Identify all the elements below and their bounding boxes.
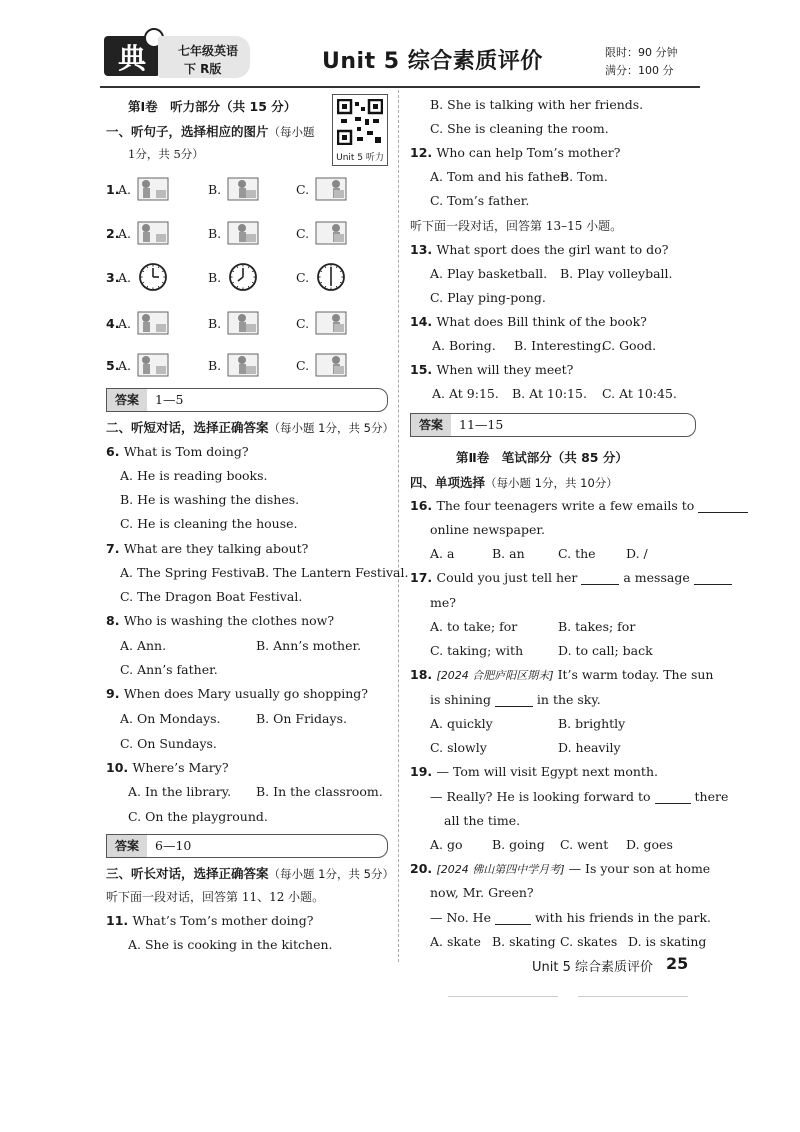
q7: 7. What are they talking about?: [106, 541, 309, 556]
q15-option-b[interactable]: B. At 10:15.: [512, 386, 587, 401]
picture-option-b[interactable]: B.: [208, 226, 222, 241]
q14-option-c[interactable]: C. Good.: [602, 338, 657, 353]
picture-question-4: 4.: [106, 316, 120, 331]
desk-computer-icon: [226, 174, 260, 204]
picture-option-c[interactable]: C.: [296, 270, 310, 285]
sec1-title: 一、听句子，选择相应的图片（每小题: [106, 124, 315, 139]
q17-cont: me?: [430, 595, 456, 610]
person-washing-icon: [314, 174, 348, 204]
q18-option-b[interactable]: B. brightly: [558, 716, 626, 731]
q19-cont: — Really? He is looking forward to there: [430, 789, 729, 804]
sec1-note: 1分，共 5分）: [128, 147, 204, 161]
q8-option-c[interactable]: C. Ann’s father.: [120, 662, 218, 677]
q13-option-b[interactable]: B. Play volleyball.: [560, 266, 673, 281]
q13-option-a[interactable]: A. Play basketball.: [430, 266, 548, 281]
q11: 11. What’s Tom’s mother doing?: [106, 913, 314, 928]
q10-option-a[interactable]: A. In the library.: [128, 784, 232, 799]
picture-option-b[interactable]: B.: [208, 182, 222, 197]
q9-option-b[interactable]: B. On Fridays.: [256, 711, 347, 726]
picture-option-a[interactable]: A.: [118, 182, 132, 197]
picture-option-b[interactable]: B.: [208, 358, 222, 373]
q18-option-c[interactable]: C. slowly: [430, 740, 487, 755]
q15-option-c[interactable]: C. At 10:45.: [602, 386, 677, 401]
header-rule: [100, 86, 700, 88]
q18: 18. [2024 合肥庐阳区期末] It’s warm today. The sun: [410, 667, 714, 682]
sec3-instruction: 听下面一段对话，回答第 11、12 小题。: [106, 890, 325, 904]
q20-option-c[interactable]: C. skates: [560, 934, 618, 949]
answer-range: 6—10: [155, 838, 192, 853]
q10-option-b[interactable]: B. In the classroom.: [256, 784, 383, 799]
q12-option-c[interactable]: C. Tom’s father.: [430, 193, 530, 208]
picture-option-c[interactable]: C.: [296, 316, 310, 331]
q19-option-d[interactable]: D. goes: [626, 837, 673, 852]
q10: 10. Where’s Mary?: [106, 760, 229, 775]
q9-option-c[interactable]: C. On Sundays.: [120, 736, 217, 751]
q6-option-b[interactable]: B. He is washing the dishes.: [120, 492, 300, 507]
page-title: Unit 5 综合素质评价: [322, 49, 543, 74]
q19-cont2: all the time.: [444, 813, 521, 828]
answer-label: 答案: [107, 835, 147, 857]
clock-icon: [226, 262, 260, 292]
picture-option-a[interactable]: A.: [118, 316, 132, 331]
time-limit: 限时：90 分钟: [605, 46, 678, 59]
q6: 6. What is Tom doing?: [106, 444, 249, 459]
series-edition: 下 R版: [184, 62, 222, 76]
qr-code[interactable]: [332, 94, 388, 166]
picture-option-b[interactable]: B.: [208, 316, 222, 331]
person-sweeping-icon: [314, 350, 348, 380]
q18-option-d[interactable]: D. heavily: [558, 740, 621, 755]
picture-option-c[interactable]: C.: [296, 182, 310, 197]
sec4-title: 四、单项选择（每小题 1分，共 10分）: [410, 475, 618, 490]
q19-option-b[interactable]: B. going: [492, 837, 545, 852]
q6-option-a[interactable]: A. He is reading books.: [120, 468, 268, 483]
picture-question-1: 1.: [106, 182, 120, 197]
q17-option-d[interactable]: D. to call; back: [558, 643, 653, 658]
q7-option-a[interactable]: A. The Spring Festival.: [120, 565, 265, 580]
q13: 13. What sport does the girl want to do?: [410, 242, 669, 257]
q10-option-c[interactable]: C. On the playground.: [128, 809, 268, 824]
q17-option-c[interactable]: C. taking; with: [430, 643, 524, 658]
picture-option-a[interactable]: A.: [118, 358, 132, 373]
footer-label: Unit 5 综合素质评价: [532, 960, 653, 975]
q19: 19. — Tom will visit Egypt next month.: [410, 764, 658, 779]
q9-option-a[interactable]: A. On Mondays.: [120, 711, 221, 726]
q16: 16. The four teenagers write a few emails to: [410, 498, 748, 513]
answer-box-2[interactable]: [106, 834, 388, 858]
sec3-title: 三、听长对话，选择正确答案（每小题 1分，共 5分）: [106, 866, 394, 881]
footer-rule: [448, 996, 558, 997]
q20-option-a[interactable]: A. skate: [430, 934, 481, 949]
q6-option-c[interactable]: C. He is cleaning the house.: [120, 516, 298, 531]
q16-option-b[interactable]: B. an: [492, 546, 525, 561]
q17-option-a[interactable]: A. to take; for: [430, 619, 518, 634]
q14-option-b[interactable]: B. Interesting.: [514, 338, 606, 353]
picture-question-3: 3.: [106, 270, 120, 285]
q18-cont: is shining in the sky.: [430, 692, 601, 707]
blackboard-icon: [136, 308, 170, 338]
q16-option-d[interactable]: D. /: [626, 546, 648, 561]
q14-option-a[interactable]: A. Boring.: [432, 338, 496, 353]
q11-option-a[interactable]: A. She is cooking in the kitchen.: [128, 937, 333, 952]
sec2-title: 二、听短对话，选择正确答案（每小题 1分，共 5分）: [106, 420, 394, 435]
picture-option-a[interactable]: A.: [118, 270, 132, 285]
answer-label: 答案: [107, 389, 147, 411]
q16-option-a[interactable]: A. a: [430, 546, 455, 561]
footer-rule: [578, 996, 688, 997]
picture-option-b[interactable]: B.: [208, 270, 222, 285]
picture-option-c[interactable]: C.: [296, 226, 310, 241]
q20: 20. [2024 佛山第四中学月考] — Is your son at home: [410, 861, 711, 876]
q20-cont2: — No. He with his friends in the park.: [430, 910, 711, 925]
picture-option-c[interactable]: C.: [296, 358, 310, 373]
q20-option-b[interactable]: B. skating: [492, 934, 556, 949]
person-cooking-icon: [136, 174, 170, 204]
instruction-13-15: 听下面一段对话，回答第 13–15 小题。: [410, 219, 623, 233]
q8: 8. Who is washing the clothes now?: [106, 613, 335, 628]
answer-label: 答案: [411, 414, 451, 436]
person-walking-icon: [136, 350, 170, 380]
q8-option-b[interactable]: B. Ann’s mother.: [256, 638, 362, 653]
clock-icon: [314, 262, 348, 292]
q13-option-c[interactable]: C. Play ping-pong.: [430, 290, 546, 305]
q12-option-a[interactable]: A. Tom and his father.: [430, 169, 569, 184]
person-reading-book-icon: [226, 350, 260, 380]
answer-range: 1—5: [155, 392, 184, 407]
q7-option-c[interactable]: C. The Dragon Boat Festival.: [120, 589, 303, 604]
series-badge: [100, 26, 250, 82]
answer-range: 11—15: [459, 417, 504, 432]
q15: 15. When will they meet?: [410, 362, 574, 377]
q16-cont: online newspaper.: [430, 522, 545, 537]
calendar-board-icon: [226, 308, 260, 338]
q19-option-a[interactable]: A. go: [430, 837, 463, 852]
part1-title: 第Ⅰ卷 听力部分（共 15 分）: [128, 99, 297, 114]
q12-option-b[interactable]: B. Tom.: [560, 169, 608, 184]
stage-curtain-icon: [226, 218, 260, 248]
q20-cont: now, Mr. Green?: [430, 885, 534, 900]
qr-code-icon: [337, 99, 383, 145]
qr-caption: Unit 5 听力: [336, 153, 384, 163]
q7-option-b[interactable]: B. The Lantern Festival.: [256, 565, 409, 580]
picture-question-5: 5.: [106, 358, 120, 373]
q15-option-a[interactable]: A. At 9:15.: [432, 386, 499, 401]
answer-box-3[interactable]: [410, 413, 696, 437]
q17-option-b[interactable]: B. takes; for: [558, 619, 636, 634]
q17: 17. Could you just tell her a message: [410, 570, 732, 585]
q9: 9. When does Mary usually go shopping?: [106, 686, 368, 701]
svg-text:典: 典: [117, 42, 147, 75]
q11-option-b[interactable]: B. She is talking with her friends.: [430, 97, 644, 112]
column-divider: [398, 90, 399, 962]
page-number: 25: [666, 954, 689, 973]
person-reading-icon: [314, 308, 348, 338]
library-shelves-icon: [136, 218, 170, 248]
q16-option-c[interactable]: C. the: [558, 546, 596, 561]
q18-option-a[interactable]: A. quickly: [430, 716, 493, 731]
series-grade: 七年级英语: [178, 44, 239, 58]
q11-option-c[interactable]: C. She is cleaning the room.: [430, 121, 609, 136]
q20-option-d[interactable]: D. is skating: [628, 934, 707, 949]
q19-option-c[interactable]: C. went: [560, 837, 609, 852]
q12: 12. Who can help Tom’s mother?: [410, 145, 621, 160]
picture-question-2: 2.: [106, 226, 120, 241]
house-icon: [314, 218, 348, 248]
part2-title: 第Ⅱ卷 笔试部分（共 85 分）: [456, 450, 628, 465]
q14: 14. What does Bill think of the book?: [410, 314, 647, 329]
clock-icon: [136, 262, 170, 292]
q8-option-a[interactable]: A. Ann.: [120, 638, 167, 653]
answer-box-1[interactable]: [106, 388, 388, 412]
picture-option-a[interactable]: A.: [118, 226, 132, 241]
full-score: 满分：100 分: [605, 64, 674, 77]
